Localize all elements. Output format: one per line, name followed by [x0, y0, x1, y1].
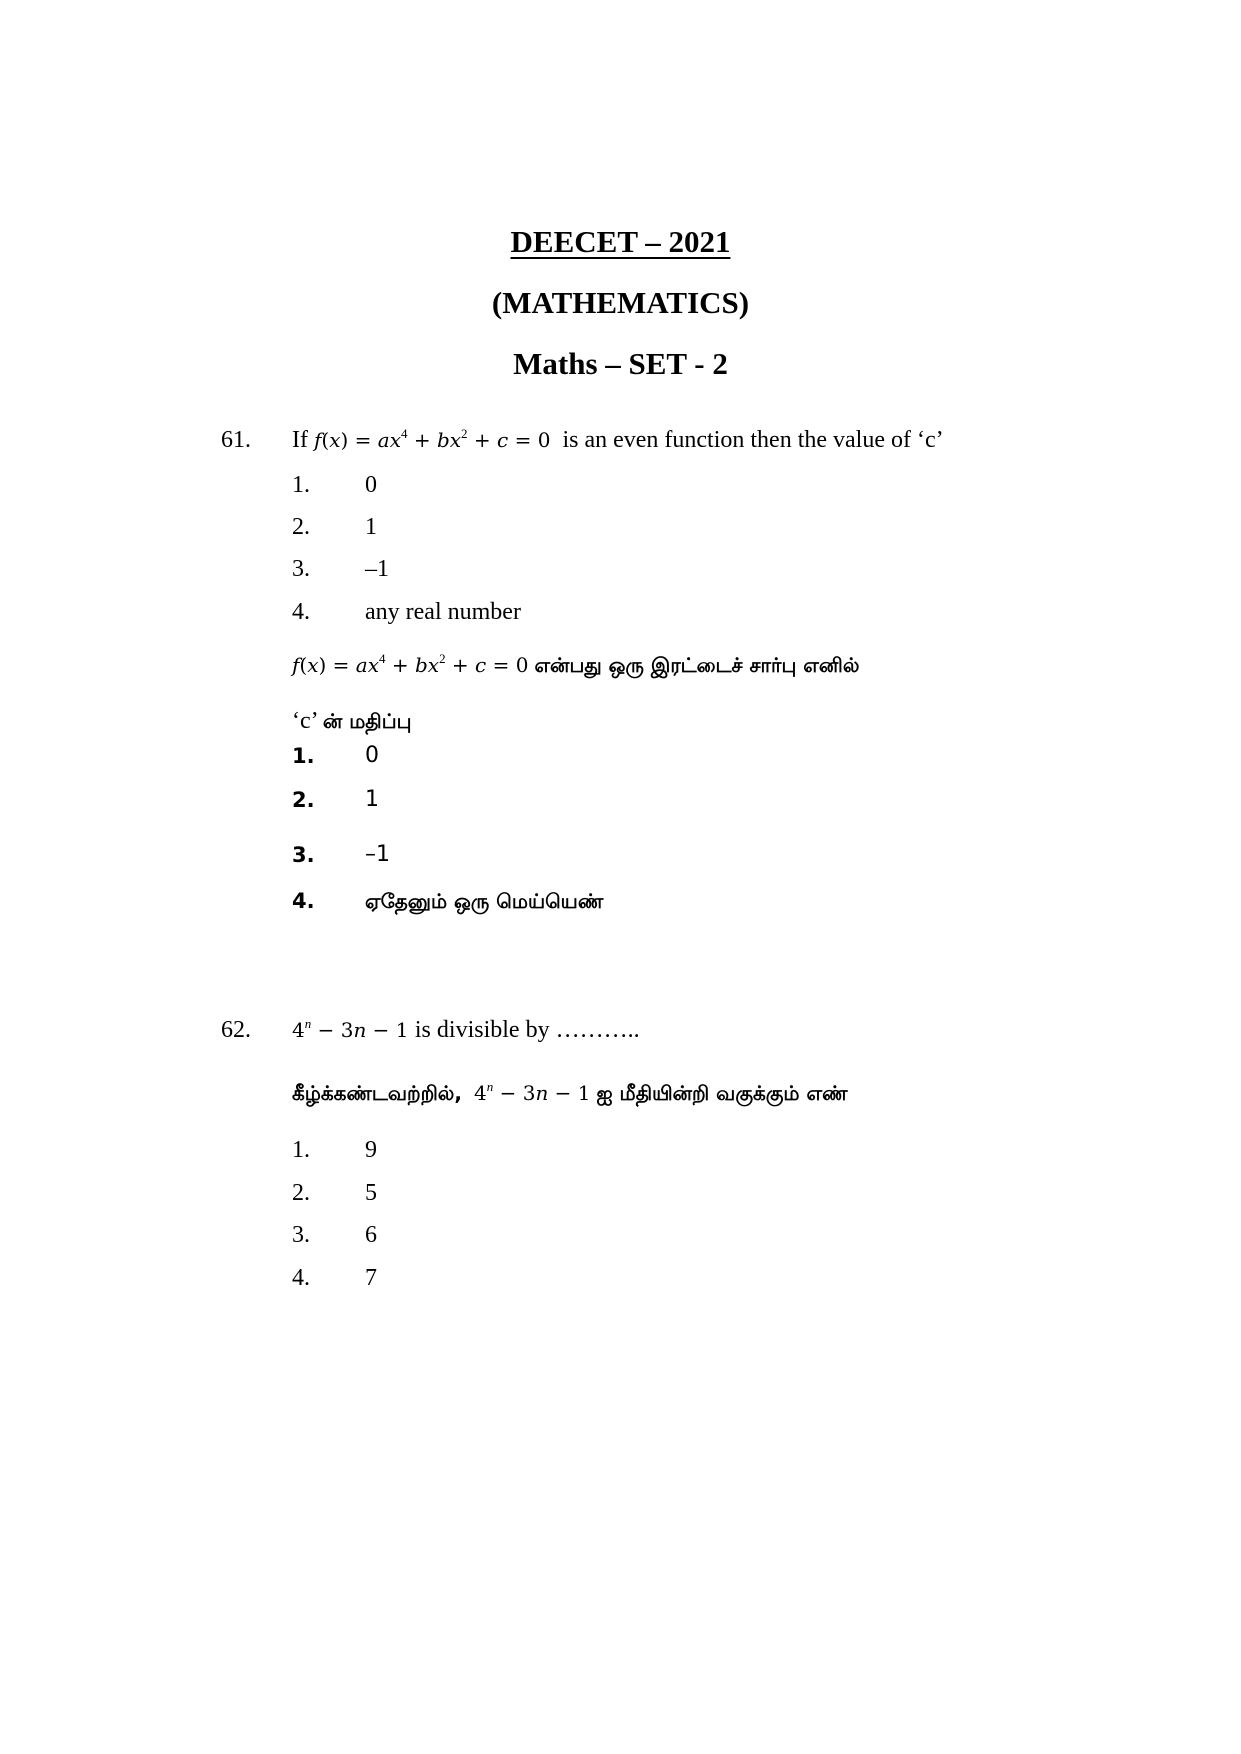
exam-title: DEECET – 2021	[510, 224, 731, 259]
set-title: Maths – SET - 2	[513, 346, 728, 381]
q61-option-1-number: 1.	[292, 472, 310, 498]
subject-title: (MATHEMATICS)	[491, 285, 750, 320]
q61-option-4-value: any real number	[365, 599, 521, 625]
question-61-number: 61.	[221, 427, 251, 453]
q62-option-1-value: 9	[365, 1137, 377, 1163]
q62-option-2-value: 5	[365, 1180, 377, 1206]
q61-option-2-value: 1	[365, 514, 377, 540]
q61-ta-option-1-number: 1.	[292, 744, 315, 768]
q62-option-3-value: 6	[365, 1222, 377, 1248]
q61-option-1-value: 0	[365, 472, 377, 498]
q61-option-4-number: 4.	[292, 599, 310, 625]
q61-ta-option-3-number: 3.	[292, 843, 315, 867]
question-62-text-en: $4^n - 3n - 1$ is divisible by ………..	[292, 1016, 640, 1043]
q62-option-4-value: 7	[365, 1265, 377, 1291]
question-62-number: 62.	[221, 1017, 251, 1043]
q61-option-3-value: –1	[365, 556, 389, 582]
q61-ta-option-4-number: 4.	[292, 889, 315, 913]
q61-ta-option-3-value: –1	[365, 842, 390, 867]
q61-option-2-number: 2.	[292, 514, 310, 540]
q62-option-4-number: 4.	[292, 1265, 310, 1291]
question-61-text-ta-line1: $f(x) = ax^4 + bx^2 + c = 0$ என்பது ஒரு இரட்டைச் சார்பு எனில்	[292, 651, 860, 677]
q61-ta-option-1-value: 0	[365, 743, 379, 768]
q62-option-1-number: 1.	[292, 1137, 310, 1163]
question-62-text-ta: கீழ்க்கண்டவற்றில், $4^n - 3n - 1$ ஐ மீதியின்றி வகுக்கும் எண்	[292, 1079, 848, 1105]
q61-ta-option-4-value: ஏதேனும் ஒரு மெய்யெண்	[365, 889, 604, 913]
q62-option-3-number: 3.	[292, 1222, 310, 1248]
q61-ta-option-2-value: 1	[365, 787, 379, 812]
question-61-text-ta-line2: ‘c’ ன் மதிப்பு	[292, 708, 412, 734]
q62-option-2-number: 2.	[292, 1180, 310, 1206]
q61-ta-option-2-number: 2.	[292, 788, 315, 812]
q61-option-3-number: 3.	[292, 556, 310, 582]
question-61-text-en: If $f(x) = ax^4 + bx^2 + c = 0$ is an even function then the value of ‘c’	[292, 426, 944, 453]
